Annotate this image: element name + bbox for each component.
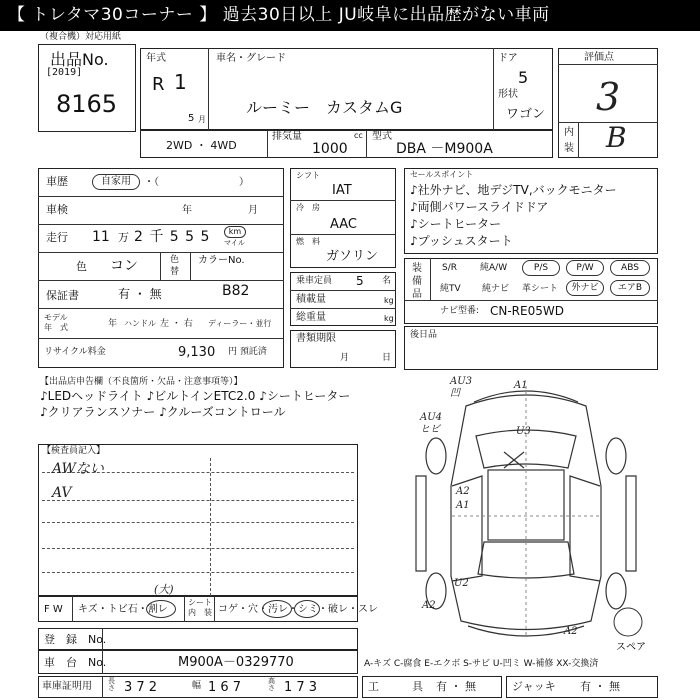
shift: IAT [332, 183, 352, 198]
interior-label-1: 内 [564, 127, 574, 138]
score: 3 [596, 75, 621, 119]
fw-mark: (大) [154, 583, 174, 596]
width-label: 幅 [192, 681, 202, 691]
width: 1 6 7 [208, 680, 242, 695]
era: R [152, 74, 165, 95]
shift-label: シフト [296, 171, 320, 180]
mileage-man-unit: 万 [118, 231, 129, 244]
navi-model: CN-RE05WD [490, 304, 564, 318]
interior-label-2: 装 [564, 143, 574, 154]
sales-point-3: ♪シートヒーター [410, 217, 502, 231]
jack-label: ジャッキ [512, 680, 556, 693]
registration-label: 登 録 No. [44, 633, 107, 646]
mile-unit: マイル [224, 239, 245, 247]
car-damage-diagram [396, 376, 658, 658]
seat-circle-mark-2 [294, 600, 320, 618]
retrofit-label: 後日品 [410, 330, 438, 340]
displacement: 1000 [312, 141, 348, 157]
fuel-label: 燃 料 [296, 237, 320, 246]
color-no: B82 [222, 283, 250, 299]
lot-number: 8165 [56, 90, 118, 118]
name-label: 車名・グレード [216, 53, 286, 64]
vehicle-name: ルーミー カスタムG [246, 98, 403, 117]
lot-year-tag: [2019] [46, 67, 83, 78]
interior-score: B [606, 121, 627, 154]
model-year-label-1: モデル [44, 313, 68, 322]
equipment-label-1: 装 [412, 263, 422, 274]
damage-legend: A-キズ C-腐食 E-エクボ S-サビ U-凹ミ W-補修 XX-交換済 [364, 659, 599, 669]
fw-scale: キズ・トビ石・割レ [78, 604, 168, 615]
equip-navi: 純ナビ [482, 284, 510, 294]
form-subheader: （複合機）対応用紙 [40, 32, 122, 42]
dealer-label: ディーラー・並行 [208, 319, 272, 328]
ac: AAC [330, 217, 357, 232]
equip-aftermarket-navi: 外ナビ [566, 280, 604, 296]
era-year: 1 [174, 70, 187, 94]
load-unit: kg [384, 296, 394, 305]
seat-label-1: シート [188, 598, 212, 607]
model-code: DBA －M900A [396, 141, 493, 157]
inspector-note-2: AV [52, 485, 72, 501]
inspection-label: 車検 [46, 203, 68, 216]
sales-point-2: ♪両側パワースライドドア [410, 200, 549, 214]
mark-u2: U2 [454, 578, 469, 589]
mileage-rest: 2 千 5 5 5 [134, 229, 211, 245]
mark-u3: U3 [516, 426, 531, 437]
year-label: 年式 [146, 53, 166, 64]
color-label: 色 [76, 260, 87, 273]
inspection-year: 年 [182, 205, 192, 216]
sales-point-1: ♪社外ナビ、地デジTV,バックモニター [410, 183, 617, 197]
retrofit-box [404, 326, 658, 370]
inspector-header: 【検査員記入】 [42, 446, 106, 456]
gross-label: 総重量 [296, 312, 326, 323]
tools-value: 有 ・ 無 [436, 680, 476, 693]
inspection-month: 月 [248, 205, 258, 216]
length: 3 7 2 [124, 680, 158, 695]
recycle-amount: 9,130 [178, 345, 216, 360]
document-day: 日 [382, 353, 392, 363]
gross-unit: kg [384, 314, 394, 323]
model-label: 型式 [372, 131, 392, 142]
seat-scale: コゲ・穴・汚レ・シミ・破レ・スレ [218, 604, 378, 615]
equip-ps: P/S [522, 260, 560, 276]
model-year-unit: 年 [108, 319, 118, 329]
chassis-number: M900A－0329770 [178, 655, 294, 670]
capacity-label: 乗車定員 [296, 276, 333, 286]
fuel: ガソリン [326, 249, 379, 264]
km-unit: km [224, 226, 246, 238]
notes-header: 【出品店申告欄（不良箇所・欠品・注意事項等）】 [40, 377, 243, 387]
sales-points-label: セールスポイント [410, 170, 474, 179]
document-month: 月 [340, 353, 350, 363]
history-label: 車歴 [46, 175, 68, 188]
color-change-2: 替 [170, 267, 180, 277]
history-value: 自家用 [92, 174, 140, 190]
spare-label: スペア [616, 642, 646, 653]
document-label: 書類期限 [296, 333, 336, 344]
recycle-unit: 円 預託済 [228, 347, 267, 357]
warranty: 有 ・ 無 [118, 287, 162, 301]
navi-label: ナビ型番: [440, 306, 480, 316]
equip-abs: ABS [610, 260, 650, 276]
displacement-label: 排気量 [272, 131, 302, 142]
notes-line-2: ♪クリアランスソナー ♪クルーズコントロール [40, 405, 286, 419]
seat-label-2: 内 装 [188, 608, 212, 617]
notes-line-1: ♪LEDヘッドライト ♪ビルトインETC2.0 ♪シートヒーター [40, 389, 351, 403]
jack-value: 有 ・ 無 [580, 680, 620, 693]
load-label: 積載量 [296, 294, 326, 305]
mark-note-2: ヒビ [420, 424, 440, 435]
mark-au3: AU3 [450, 376, 473, 387]
handle: 左 ・ 右 [160, 319, 193, 329]
body-label: 形状 [498, 89, 518, 100]
handle-label: ハンドル [124, 319, 156, 328]
height: 1 7 3 [284, 680, 318, 695]
banner-title: 【 トレタマ30コーナー 】 過去30日以上 JU岐阜に出品歴がない車両 [0, 0, 700, 31]
body-type: ワゴン [506, 107, 546, 122]
inspector-note-1: AWない [52, 461, 104, 477]
mark-au4: AU4 [420, 412, 443, 423]
month-unit: 月 [198, 115, 206, 124]
equipment-label-3: 品 [412, 289, 422, 300]
certificate-label: 車庫証明用 [42, 681, 92, 692]
equipment-label-2: 備 [412, 276, 422, 287]
fw-circle-mark [146, 600, 176, 618]
seat-circle-mark-1 [262, 600, 292, 618]
tools-label: 工 具 [368, 680, 423, 693]
color-no-label: カラーNo. [198, 255, 245, 266]
mark-note-1: 凹 [450, 388, 460, 399]
mark-a1-left: A1 [456, 500, 470, 511]
capacity: 5 [356, 274, 364, 288]
color-change-1: 色 [170, 255, 180, 265]
mark-a2-left: A2 [456, 486, 470, 497]
chassis-label: 車 台 No. [44, 656, 107, 669]
equip-aw: 純A/W [480, 263, 508, 273]
mileage-label: 走行 [46, 231, 68, 244]
sales-point-4: ♪プッシュスタート [410, 234, 513, 248]
lot-label: 出品No. [50, 50, 109, 69]
model-year-label-2: 年 式 [44, 323, 68, 332]
equip-pw: P/W [566, 260, 604, 276]
capacity-unit: 名 [382, 276, 392, 286]
mark-a1-front: A1 [514, 380, 528, 391]
drive-type: 2WD ・ 4WD [166, 139, 237, 152]
warranty-label: 保証書 [46, 289, 79, 302]
recycle-label: リサイクル料金 [44, 347, 106, 357]
history-rest: ・（ ） [144, 177, 249, 188]
equip-sr: S/R [442, 263, 457, 273]
equip-airbag: エアB [610, 280, 650, 296]
ac-label: 冷 房 [296, 203, 320, 212]
length-label: 長さ [108, 677, 115, 692]
doors-label: ドア [498, 53, 518, 64]
mark-a2-rear: A2 [564, 626, 578, 637]
fw-label: F W [44, 604, 63, 615]
equip-leather: 革シート [522, 284, 559, 294]
height-label: 高さ [268, 677, 275, 692]
cc-unit: cc [354, 131, 363, 140]
score-label: 評価点 [584, 52, 614, 63]
month: 5 [188, 113, 195, 124]
color: コン [110, 258, 138, 274]
mark-a2-rear-left: A2 [422, 600, 436, 611]
doors: 5 [518, 68, 529, 87]
mileage-man: 11 [92, 229, 110, 245]
equip-tv: 純TV [440, 284, 461, 294]
